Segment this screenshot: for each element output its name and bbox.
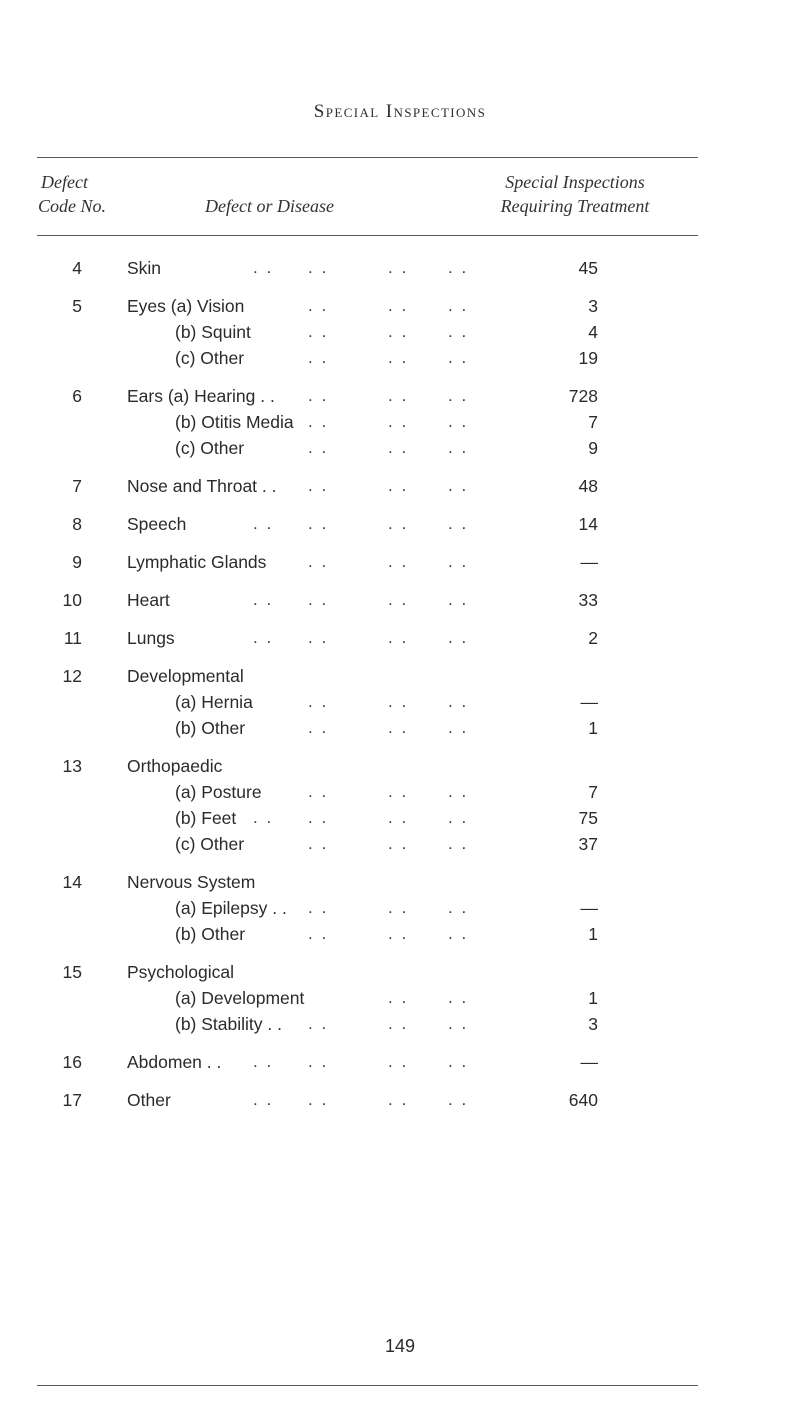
leader-dots: . . xyxy=(388,1014,409,1033)
leader-dots: . . xyxy=(308,898,329,917)
leader-dots: . . xyxy=(253,1090,274,1109)
leader-dots: . . xyxy=(308,438,329,457)
defect-label: Other xyxy=(127,1090,171,1110)
defect-code: 7 xyxy=(72,476,82,496)
defect-code: 17 xyxy=(62,1090,82,1110)
header-special-inspections xyxy=(455,170,695,218)
leader-dots: . . xyxy=(448,412,469,431)
leader-dots: . . xyxy=(388,834,409,853)
leader-dots: . . xyxy=(308,808,329,827)
defect-label: Abdomen . . xyxy=(127,1052,222,1072)
treatment-count: 48 xyxy=(578,476,598,496)
leader-dots: . . xyxy=(448,296,469,315)
defect-label: (a) Development xyxy=(175,988,305,1008)
leader-dots: . . xyxy=(308,628,329,647)
defect-label: (b) Other xyxy=(175,924,246,944)
leader-dots: . . xyxy=(388,476,409,495)
leader-dots: . . xyxy=(448,782,469,801)
leader-dots: . . xyxy=(308,258,329,277)
leader-dots: . . xyxy=(388,1052,409,1071)
leader-dots: . . xyxy=(308,296,329,315)
leader-dots: . . xyxy=(448,476,469,495)
leader-dots: . . xyxy=(448,834,469,853)
treatment-count: 19 xyxy=(578,348,598,368)
header-rule xyxy=(37,235,698,236)
leader-dots: . . xyxy=(448,1090,469,1109)
leader-dots: . . xyxy=(448,898,469,917)
leader-dots: . . xyxy=(388,782,409,801)
defect-label: (b) Otitis Media xyxy=(175,412,294,432)
defect-label: Orthopaedic xyxy=(127,756,223,776)
leader-dots: . . xyxy=(308,412,329,431)
treatment-count: 33 xyxy=(578,590,598,610)
treatment-count: 2 xyxy=(588,628,598,648)
defect-code: 15 xyxy=(62,962,82,982)
defect-code: 10 xyxy=(62,590,82,610)
leader-dots: . . xyxy=(448,924,469,943)
table-row xyxy=(0,255,800,281)
leader-dots: . . xyxy=(448,988,469,1007)
leader-dots: . . xyxy=(253,628,274,647)
table-row xyxy=(0,409,800,435)
leader-dots: . . xyxy=(388,1090,409,1109)
defect-label: (c) Other xyxy=(175,348,245,368)
treatment-count: — xyxy=(580,898,598,918)
leader-dots: . . xyxy=(448,322,469,341)
leader-dots: . . xyxy=(388,628,409,647)
defect-code: 14 xyxy=(62,872,82,892)
defect-label: Nervous System xyxy=(127,872,256,892)
header-defect-code-line2: Code No. xyxy=(38,196,107,216)
leader-dots: . . xyxy=(448,552,469,571)
defect-code: 5 xyxy=(72,296,82,316)
table-row xyxy=(0,753,800,779)
defect-label: (b) Squint xyxy=(175,322,251,342)
defect-label: Lungs xyxy=(127,628,175,648)
table-row xyxy=(0,959,800,985)
defect-label: (c) Other xyxy=(175,438,245,458)
treatment-count: 3 xyxy=(588,296,598,316)
leader-dots: . . xyxy=(448,692,469,711)
defect-code: 9 xyxy=(72,552,82,572)
table-row xyxy=(0,319,800,345)
table-row xyxy=(0,293,800,319)
leader-dots: . . xyxy=(388,552,409,571)
table-row xyxy=(0,435,800,461)
defect-label: Heart xyxy=(127,590,170,610)
table-row xyxy=(0,805,800,831)
leader-dots: . . xyxy=(448,438,469,457)
table-row xyxy=(0,715,800,741)
table-row xyxy=(0,1011,800,1037)
leader-dots: . . xyxy=(388,258,409,277)
defect-code: 11 xyxy=(63,628,82,648)
leader-dots: . . xyxy=(253,590,274,609)
leader-dots: . . xyxy=(388,412,409,431)
header-defect-code xyxy=(38,170,106,218)
defect-label: (a) Hernia xyxy=(175,692,253,712)
leader-dots: . . xyxy=(253,808,274,827)
header-defect-or-disease: Defect or Disease xyxy=(205,196,334,216)
defect-label: Lymphatic Glands xyxy=(127,552,267,572)
table-row xyxy=(0,587,800,613)
leader-dots: . . xyxy=(448,386,469,405)
defect-code: 8 xyxy=(72,514,82,534)
leader-dots: . . xyxy=(308,692,329,711)
table-row xyxy=(0,831,800,857)
table-row xyxy=(0,1049,800,1075)
leader-dots: . . xyxy=(448,808,469,827)
table-row xyxy=(0,1087,800,1113)
leader-dots: . . xyxy=(308,1090,329,1109)
leader-dots: . . xyxy=(448,590,469,609)
leader-dots: . . xyxy=(308,590,329,609)
treatment-count: 640 xyxy=(568,1090,598,1110)
treatment-count: 9 xyxy=(588,438,598,458)
defect-label: Eyes (a) Vision xyxy=(127,296,245,316)
defect-code: 16 xyxy=(62,1052,82,1072)
table-row xyxy=(0,345,800,371)
treatment-count: 728 xyxy=(568,386,598,406)
treatment-count: 7 xyxy=(588,412,598,432)
table-row xyxy=(0,869,800,895)
leader-dots: . . xyxy=(308,476,329,495)
defect-code: 12 xyxy=(62,666,82,686)
leader-dots: . . xyxy=(448,348,469,367)
treatment-count: 1 xyxy=(588,924,598,944)
leader-dots: . . xyxy=(448,1014,469,1033)
leader-dots: . . xyxy=(253,1052,274,1071)
leader-dots: . . xyxy=(388,898,409,917)
leader-dots: . . xyxy=(388,296,409,315)
leader-dots: . . xyxy=(308,386,329,405)
table-row xyxy=(0,779,800,805)
page-number: 149 xyxy=(384,1336,416,1356)
leader-dots: . . xyxy=(388,924,409,943)
treatment-count: 37 xyxy=(578,834,598,854)
leader-dots: . . xyxy=(388,718,409,737)
table-row xyxy=(0,383,800,409)
leader-dots: . . xyxy=(308,514,329,533)
defect-label: Speech xyxy=(127,514,187,534)
defect-label: (b) Feet xyxy=(175,808,237,828)
defect-label: Skin xyxy=(127,258,162,278)
treatment-count: — xyxy=(580,1052,598,1072)
leader-dots: . . xyxy=(448,628,469,647)
leader-dots: . . xyxy=(388,988,409,1007)
defect-label: (b) Other xyxy=(175,718,246,738)
page-title: Special Inspections xyxy=(313,101,487,122)
bottom-rule xyxy=(37,1385,698,1386)
leader-dots: . . xyxy=(448,258,469,277)
leader-dots: . . xyxy=(253,514,274,533)
treatment-count: 3 xyxy=(588,1014,598,1034)
defect-label: Nose and Throat . . xyxy=(127,476,277,496)
leader-dots: . . xyxy=(448,718,469,737)
treatment-count: 45 xyxy=(578,258,598,278)
leader-dots: . . xyxy=(308,718,329,737)
defect-code: 6 xyxy=(72,386,82,406)
leader-dots: . . xyxy=(388,386,409,405)
table-row xyxy=(0,663,800,689)
leader-dots: . . xyxy=(308,322,329,341)
leader-dots: . . xyxy=(388,692,409,711)
defect-label: Psychological xyxy=(127,962,234,982)
leader-dots: . . xyxy=(308,348,329,367)
treatment-count: — xyxy=(580,692,598,712)
header-special-inspections-line2: Requiring Treatment xyxy=(500,196,650,216)
leader-dots: . . xyxy=(388,438,409,457)
leader-dots: . . xyxy=(388,808,409,827)
treatment-count: 75 xyxy=(578,808,598,828)
table-row xyxy=(0,473,800,499)
defect-code: 4 xyxy=(72,258,82,278)
defect-label: Developmental xyxy=(127,666,244,686)
table-row xyxy=(0,549,800,575)
leader-dots: . . xyxy=(388,348,409,367)
leader-dots: . . xyxy=(308,1014,329,1033)
defect-label: (b) Stability . . xyxy=(175,1014,282,1034)
leader-dots: . . xyxy=(448,1052,469,1071)
treatment-count: 1 xyxy=(588,988,598,1008)
defect-code: 13 xyxy=(62,756,82,776)
treatment-count: 1 xyxy=(588,718,598,738)
leader-dots: . . xyxy=(308,834,329,853)
leader-dots: . . xyxy=(308,1052,329,1071)
treatment-count: 7 xyxy=(588,782,598,802)
leader-dots: . . xyxy=(448,514,469,533)
defect-label: (c) Other xyxy=(175,834,245,854)
table-row xyxy=(0,625,800,651)
table-row xyxy=(0,895,800,921)
leader-dots: . . xyxy=(308,782,329,801)
header-defect-code-line1: Defect xyxy=(41,172,88,192)
table-row xyxy=(0,511,800,537)
leader-dots: . . xyxy=(308,924,329,943)
treatment-count: — xyxy=(580,552,598,572)
defect-label: Ears (a) Hearing . . xyxy=(127,386,275,406)
leader-dots: . . xyxy=(388,322,409,341)
leader-dots: . . xyxy=(388,514,409,533)
top-rule xyxy=(37,157,698,158)
table-row xyxy=(0,985,800,1011)
defect-label: (a) Epilepsy . . xyxy=(175,898,287,918)
leader-dots: . . xyxy=(253,258,274,277)
header-special-inspections-line1: Special Inspections xyxy=(505,172,645,192)
treatment-count: 14 xyxy=(578,514,598,534)
table-row xyxy=(0,921,800,947)
treatment-count: 4 xyxy=(588,322,598,342)
leader-dots: . . xyxy=(388,590,409,609)
table-row xyxy=(0,689,800,715)
defect-label: (a) Posture xyxy=(175,782,262,802)
leader-dots: . . xyxy=(308,552,329,571)
